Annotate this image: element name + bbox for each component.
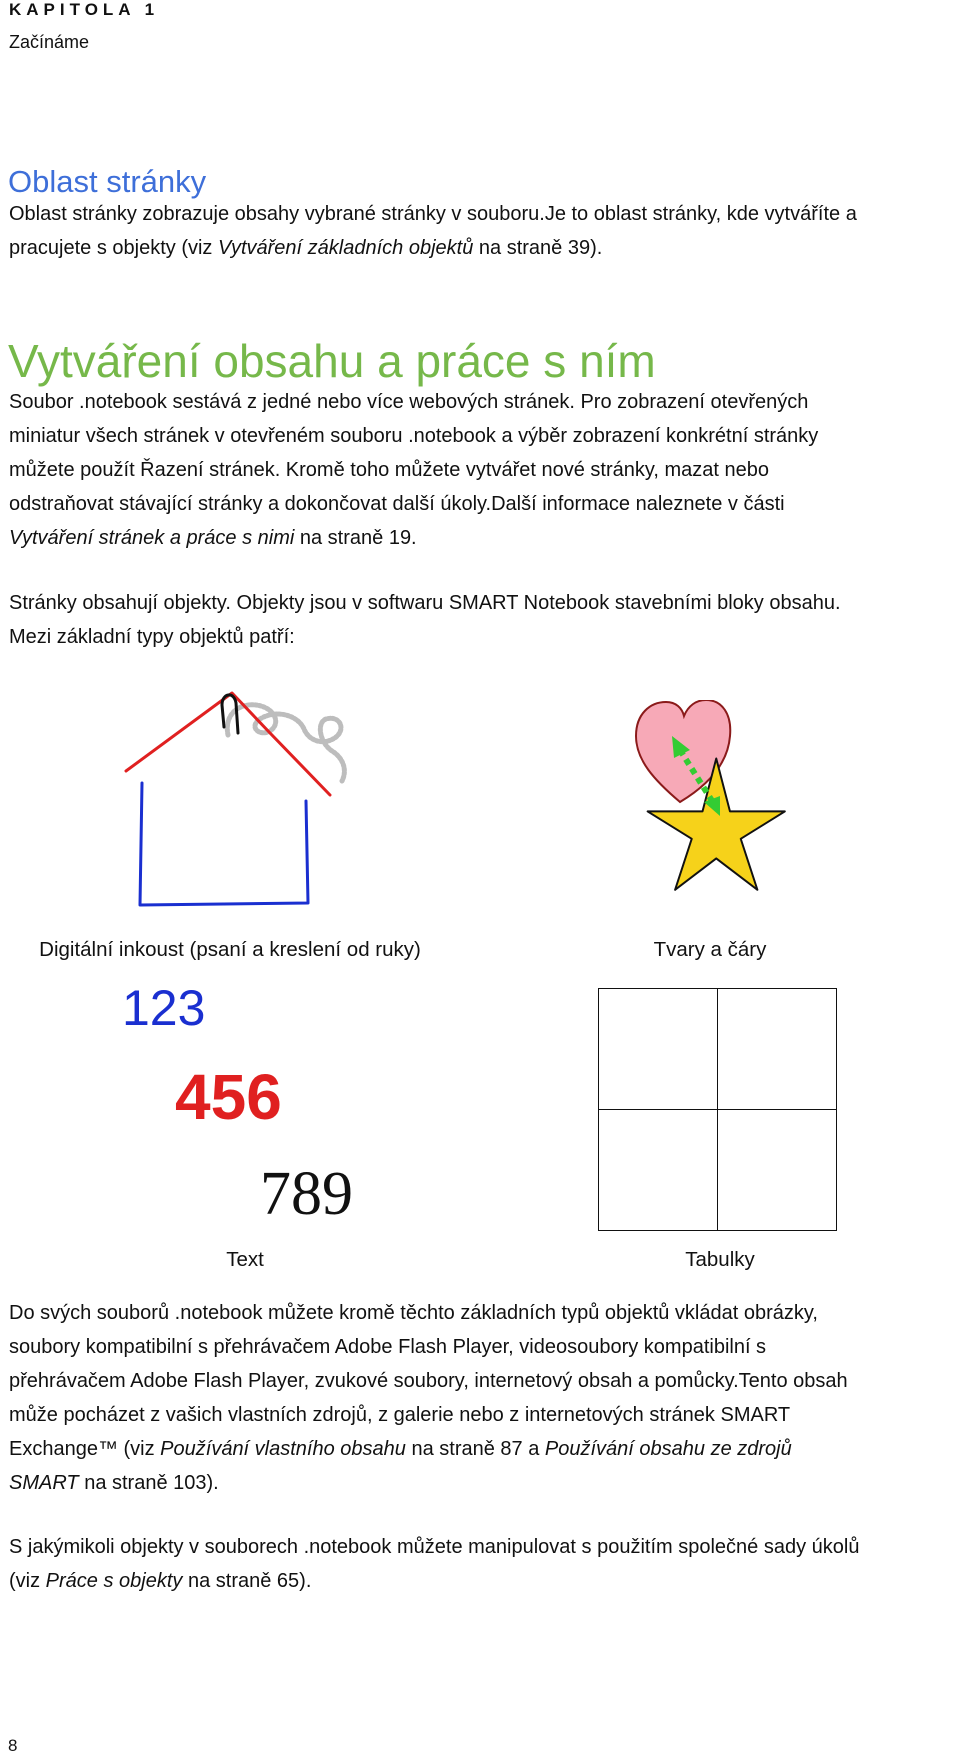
sample-table	[598, 988, 837, 1231]
caption-shapes: Tvary a čáry	[653, 938, 767, 961]
cross-reference-link[interactable]: Používání obsahu ze zdrojů	[544, 1438, 792, 1460]
section-heading-page-area: Oblast stránky	[8, 164, 207, 199]
caption-text: Text	[226, 1248, 264, 1271]
cross-reference-link[interactable]: Vytváření základních objektů	[217, 237, 474, 259]
table-row	[599, 989, 837, 1110]
chapter-title: Začínáme	[9, 32, 90, 52]
text-line: soubory kompatibilní s přehrávačem Adobe Flash Player, videosoubory kompatibilní s	[9, 1336, 767, 1358]
cross-reference-link[interactable]: SMART	[9, 1472, 79, 1494]
ink-house-stroke	[140, 783, 308, 905]
text-line: Do svých souborů .notebook můžete kromě těchto základních typů objektů vkládat obrázky,	[9, 1302, 818, 1324]
table-cell	[599, 1110, 718, 1231]
digital-ink-drawing	[120, 685, 380, 915]
cross-reference-link[interactable]: Práce s objekty	[45, 1570, 183, 1592]
paragraph-content-1	[9, 385, 954, 555]
text-line	[9, 521, 954, 555]
paragraph-page-area	[9, 197, 954, 265]
table-cell	[599, 989, 718, 1110]
ink-smoke-stroke	[227, 705, 344, 781]
text-line: Stránky obsahují objekty. Objekty jsou v softwaru SMART Notebook stavebními bloky obsahu.	[9, 592, 841, 614]
text-line: S jakýmikoli objekty v souborech .notebook můžete manipulovat s použitím společné sady úkolů	[9, 1536, 860, 1558]
table-row	[599, 1110, 837, 1231]
cross-reference-link[interactable]: Používání vlastního obsahu	[160, 1438, 406, 1460]
text-line: může pocházet z vašich vlastních zdrojů, z galerie nebo z internetových stránek SMART	[9, 1404, 791, 1426]
text-line	[9, 1466, 954, 1500]
text-sample-123: 123	[122, 980, 206, 1036]
text-line: můžete použít Řazení stránek. Kromě toho můžete vytvářet nové stránky, mazat nebo	[9, 459, 769, 481]
text-segment: na straně 65).	[182, 1570, 312, 1592]
paragraph-content-2	[9, 586, 954, 654]
text-segment: Exchange™ (viz	[9, 1438, 161, 1460]
table-cell	[718, 989, 837, 1110]
cross-reference-link[interactable]: Vytváření stránek a práce s nimi	[9, 527, 295, 549]
text-line: Soubor .notebook sestává z jedné nebo více webových stránek. Pro zobrazení otevřených	[9, 391, 809, 413]
paragraph-closing-1	[9, 1296, 954, 1500]
text-line: Oblast stránky zobrazuje obsahy vybrané stránky v souboru.Je to oblast stránky, kde vytváříte a	[9, 203, 857, 225]
text-segment: na straně 87 a	[405, 1438, 545, 1460]
caption-digital-ink: Digitální inkoust (psaní a kreslení od ruky)	[39, 938, 421, 961]
ink-roof-stroke	[126, 693, 330, 795]
text-line: přehrávačem Adobe Flash Player, zvukové soubory, internetový obsah a pomůcky.Tento obsah	[9, 1370, 848, 1392]
text-sample-789: 789	[260, 1160, 353, 1228]
text-segment: (viz	[9, 1570, 46, 1592]
text-line	[9, 1564, 954, 1598]
text-segment: pracujete s objekty (viz	[9, 237, 218, 259]
chapter-label: KAPITOLA 1	[9, 0, 160, 19]
section-heading-content: Vytváření obsahu a práce s ním	[8, 335, 656, 387]
text-segment: na straně 39).	[473, 237, 603, 259]
page-number: 8	[8, 1736, 18, 1755]
table-cell	[718, 1110, 837, 1231]
text-line: miniatur všech stránek v otevřeném souboru .notebook a výběr zobrazení konkrétní stránky	[9, 425, 819, 447]
text-segment: na straně 103).	[78, 1472, 219, 1494]
text-sample-456: 456	[175, 1061, 282, 1133]
shapes-drawing	[630, 700, 810, 900]
caption-table: Tabulky	[685, 1248, 755, 1271]
paragraph-closing-2	[9, 1530, 954, 1598]
text-line	[9, 231, 954, 265]
text-segment: na straně 19.	[294, 527, 417, 549]
text-line: odstraňovat stávající stránky a dokončovat další úkoly.Další informace naleznete v části	[9, 493, 785, 515]
text-line: Mezi základní typy objektů patří:	[9, 626, 295, 648]
text-line	[9, 1432, 954, 1466]
